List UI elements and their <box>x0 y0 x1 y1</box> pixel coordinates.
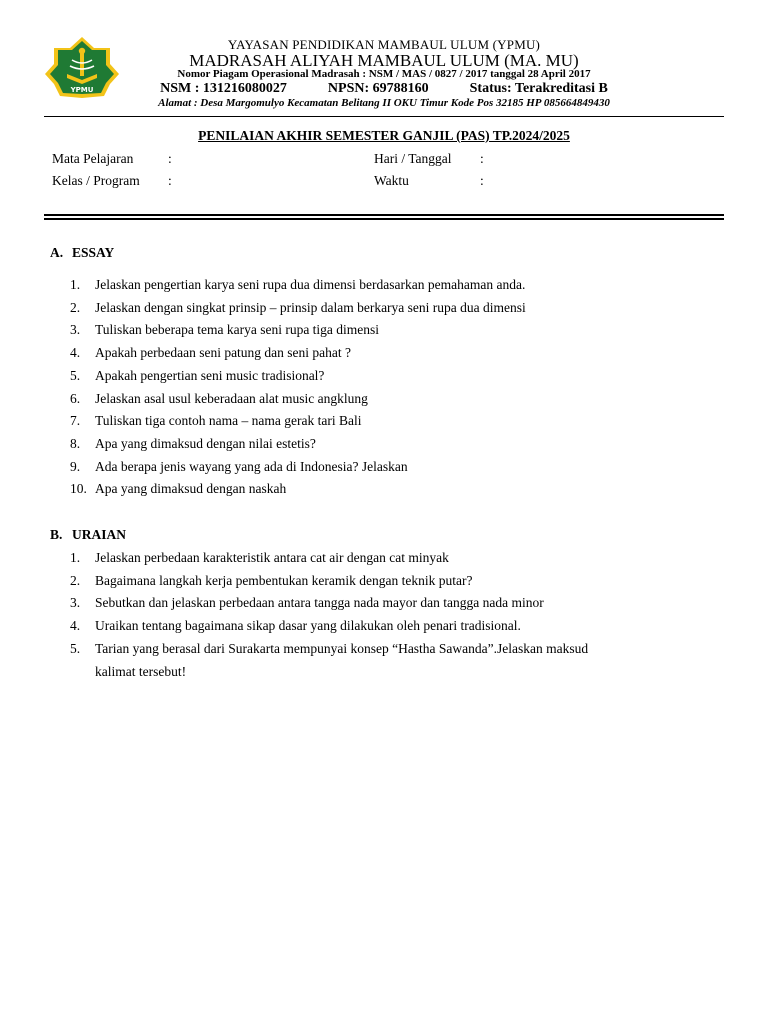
header-divider <box>44 116 724 117</box>
essay-question-2 <box>70 300 526 316</box>
logo-text: YPMU <box>70 86 94 94</box>
accreditation-status: Status: Terakreditasi B <box>469 81 608 96</box>
question-text: Bagaimana langkah kerja pembentukan keramik dengan teknik putar? <box>95 572 473 588</box>
question-number: 4. <box>70 345 81 361</box>
essay-question-10 <box>70 481 286 497</box>
essay-question-4 <box>70 345 351 361</box>
uraian-question-1 <box>70 550 449 566</box>
foundation-name: YAYASAN PENDIDIKAN MAMBAUL ULUM (YPMU) <box>227 37 541 52</box>
uraian-question-5 <box>70 641 588 657</box>
date-colon: : <box>480 151 484 166</box>
uraian-question-4 <box>70 618 521 634</box>
section-a-heading: ESSAY <box>72 245 115 260</box>
question-text: Jelaskan perbedaan karakteristik antara cat air dengan cat minyak <box>95 550 449 565</box>
uraian-question-3 <box>70 595 544 611</box>
question-text: kalimat tersebut! <box>95 663 187 679</box>
question-text: Jelaskan pengertian karya seni rupa dua dimensi berdasarkan pemahaman anda. <box>95 277 526 292</box>
school-ids <box>120 81 648 97</box>
npsn-number: NPSN: 69788160 <box>327 81 429 96</box>
section-a-letter: A. <box>50 245 64 260</box>
question-number: 8. <box>70 435 81 451</box>
essay-question-8 <box>70 436 316 452</box>
question-number: 1. <box>70 277 81 292</box>
question-number: 5. <box>70 640 81 656</box>
question-number: 10. <box>70 481 87 497</box>
question-number: 2. <box>70 299 81 315</box>
question-text: Ada berapa jenis wayang yang ada di Indonesia? Jelaskan <box>95 458 408 474</box>
question-number: 3. <box>70 322 81 338</box>
question-text: Apa yang dimaksud dengan naskah <box>95 481 287 497</box>
uraian-question-6 <box>70 664 186 680</box>
section-a-title <box>50 245 114 261</box>
uraian-question-2 <box>70 573 472 589</box>
section-b-heading: URAIAN <box>72 527 126 542</box>
question-number: 6. <box>70 390 81 406</box>
question-number: 5. <box>70 367 81 383</box>
school-logo <box>44 36 120 102</box>
school-address: Alamat : Desa Margomulyo Kecamatan Belitang II OKU Timur Kode Pos 32185 HP 085664849430 <box>158 97 610 109</box>
question-text: Tarian yang berasal dari Surakarta mempunyai konsep “Hastha Sawanda”.Jelaskan maksud <box>95 640 589 656</box>
question-text: Jelaskan dengan singkat prinsip – prinsip dalam berkarya seni rupa dua dimensi <box>95 299 526 315</box>
essay-question-7 <box>70 413 361 429</box>
essay-question-3 <box>70 322 379 338</box>
double-rule-top <box>44 214 724 216</box>
question-number: 4. <box>70 618 81 634</box>
date-label: Hari / Tanggal <box>374 151 452 166</box>
double-rule-bottom <box>44 218 724 220</box>
question-text: Tuliskan beberapa tema karya seni rupa tiga dimensi <box>95 322 380 338</box>
class-colon: : <box>168 173 172 188</box>
subject-label: Mata Pelajaran <box>52 151 134 166</box>
question-number: 7. <box>70 413 81 429</box>
school-name: MADRASAH ALIYAH MAMBAUL ULUM (MA. MU) <box>189 51 579 70</box>
question-number: 1. <box>70 550 81 565</box>
question-text: Uraikan tentang bagaimana sikap dasar yang dilakukan oleh penari tradisional. <box>95 618 521 634</box>
question-number: 9. <box>70 458 81 474</box>
essay-question-1 <box>70 277 525 293</box>
section-b-letter: B. <box>50 527 63 542</box>
question-text: Jelaskan asal usul keberadaan alat music angklung <box>95 390 368 406</box>
question-text: Apakah pengertian seni music tradisional? <box>95 367 325 383</box>
question-text: Apakah perbedaan seni patung dan seni pahat ? <box>95 345 352 361</box>
charter-number: Nomor Piagam Operasional Madrasah : NSM / MAS / 0827 / 2017 tanggal 28 April 2017 <box>177 68 591 80</box>
section-b-title <box>50 527 126 543</box>
question-number: 2. <box>70 572 81 588</box>
nsm-number: NSM : 131216080027 <box>160 81 287 96</box>
essay-question-5 <box>70 368 324 384</box>
question-text: Sebutkan dan jelaskan perbedaan antara tangga nada mayor dan tangga nada minor <box>95 595 544 611</box>
essay-question-9 <box>70 459 408 475</box>
time-colon: : <box>480 173 484 188</box>
question-text: Apa yang dimaksud dengan nilai estetis? <box>95 435 316 451</box>
question-number: 3. <box>70 595 81 611</box>
subject-colon: : <box>168 151 172 166</box>
question-text: Tuliskan tiga contoh nama – nama gerak tari Bali <box>95 413 362 429</box>
exam-title: PENILAIAN AKHIR SEMESTER GANJIL (PAS) TP.2024/2025 <box>198 128 570 143</box>
time-label: Waktu <box>374 173 409 188</box>
essay-question-6 <box>70 391 368 407</box>
class-label: Kelas / Program <box>52 173 140 188</box>
